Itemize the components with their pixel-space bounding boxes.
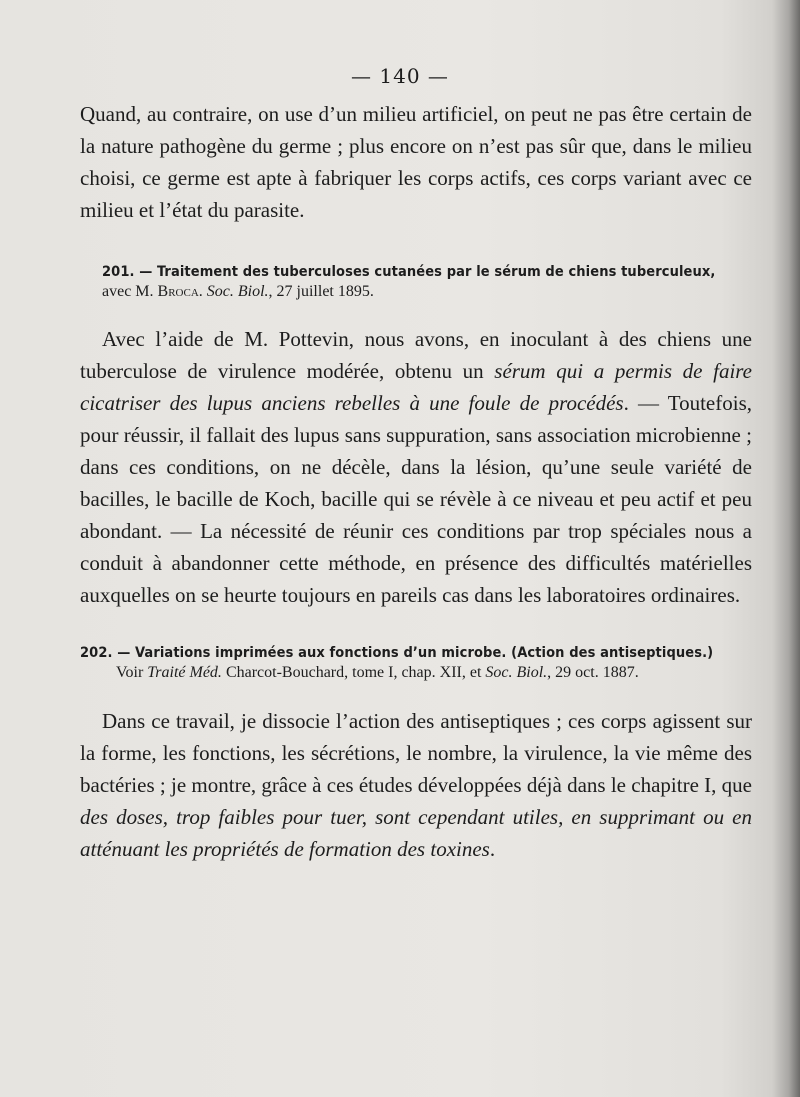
page-edge-shadow xyxy=(772,0,800,1097)
ref-middle: Charcot-Bouchard, tome I, chap. XII, et xyxy=(221,664,486,681)
ref-journal: Soc. Biol. xyxy=(206,283,269,300)
ref-date: , 29 oct. 1887. xyxy=(547,664,639,681)
paragraph-end: . xyxy=(489,837,496,861)
paragraph-start: Avec l’aide de M. Pottevin, nous avons, en inoculant à des chiens une tuberculose de virulence modérée, obtenu un xyxy=(80,327,752,383)
paragraph-end: . — Toutefois, pour réussir, il fallait des lupus sans suppuration, sans association microbienne ; dans ces conditions, on ne décèle, dans la lésion, qu’une seule variété de bacilles, le bacille de Koch, bacille qui se révèle à ce niveau et peu actif et peu abondant. — La nécessité de réunir ces conditions par trop spéciales nous a conduit à abandonner cette méthode, en présence des difficultés matérielles auxquelles on se heurte toujours en pareils cas dans les laboratoires ordinaires. xyxy=(80,391,752,607)
paragraph-section-202 xyxy=(80,705,752,865)
paragraph-section-201 xyxy=(80,323,752,611)
ref-journal: Soc. Biol. xyxy=(485,664,548,681)
section-202-reference xyxy=(80,663,752,683)
section-201-heading xyxy=(80,262,752,302)
ref-author: Broca xyxy=(157,283,199,300)
paragraph-start: Dans ce travail, je dissocie l’action des antiseptiques ; ces corps agissent sur la forme, les fonctions, les sécrétions, le nombre, la virulence, la vie même des bactéries ; je montre, grâce à ces études développées déjà dans le chapitre I, que xyxy=(80,709,752,797)
section-201-title: 201. — Traitement des tuberculoses cutanées par le sérum de chiens tuberculeux, xyxy=(102,264,716,280)
page-number: — 140 — xyxy=(351,64,449,88)
ref-prefix: avec M. xyxy=(102,283,158,300)
paragraph-emphasis: des doses, trop faibles pour tuer, sont cependant utiles, en supprimant ou en atténuant les propriétés de formation des toxines xyxy=(80,805,752,861)
section-202-title: 202. — Variations imprimées aux fonctions d’un microbe. (Action des antiseptiques.) xyxy=(80,645,714,661)
ref-sep: . xyxy=(198,283,207,300)
paragraph-emphasis: sérum qui a permis de faire cicatriser des lupus anciens rebelles à une foule de procédés xyxy=(80,359,752,415)
ref-voir: Voir xyxy=(116,664,148,681)
paragraph-continuation: Quand, au contraire, on use d’un milieu artificiel, on peut ne pas être certain de la nature pathogène du germe ; plus encore on n’est pas sûr que, dans le milieu choisi, ce germe est apte à fabriquer les corps actifs, ces corps variant avec ce milieu et l’état du parasite. xyxy=(80,102,752,222)
section-202-heading xyxy=(80,643,752,683)
section-201-reference xyxy=(80,282,752,302)
ref-traite: Traité Méd. xyxy=(147,664,222,681)
ref-date: , 27 juillet 1895. xyxy=(268,283,374,300)
